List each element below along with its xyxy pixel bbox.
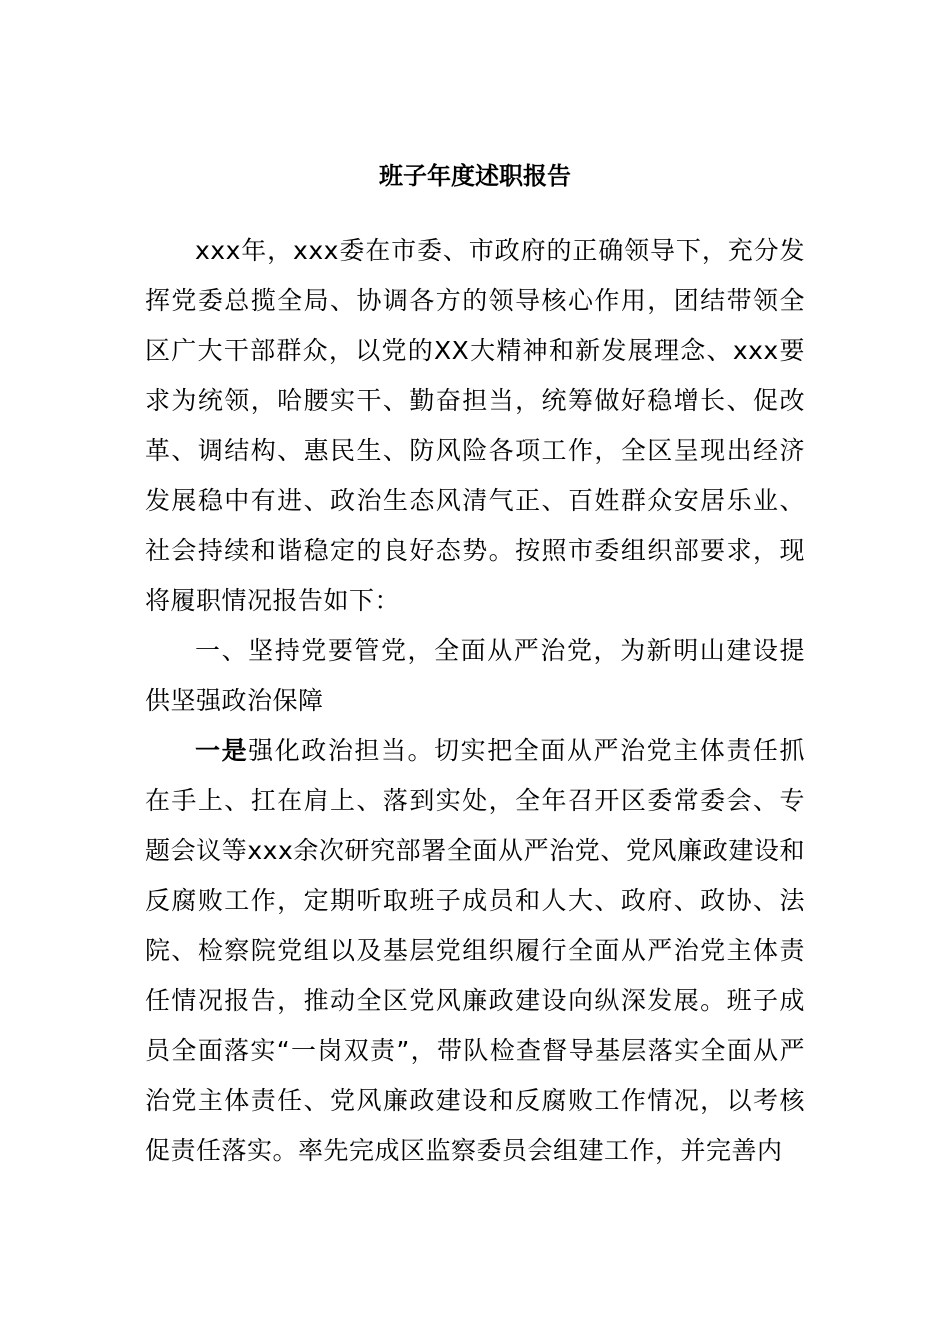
point-1-paragraph — [145, 726, 805, 1176]
point-1-lead: 一是 — [195, 736, 249, 765]
document-body — [145, 226, 805, 1176]
document-title: 班子年度述职报告 — [379, 162, 571, 190]
intro-paragraph: xxx年，xxx委在市委、市政府的正确领导下，充分发挥党委总揽全局、协调各方的领导核心作用，团结带领全区广大干部群众，以党的XX大精神和新发展理念、xxx要求为统领，哈腰实干、勤奋担当，统筹做好稳增长、促改革、调结构、惠民生、防风险各项工作，全区呈现出经济发展稳中有进、政治生态风清气正、百姓群众安居乐业、社会持续和谐稳定的良好态势。按照市委组织部要求，现将履职情况报告如下： — [145, 236, 805, 615]
section-1-heading: 一、坚持党要管党，全面从严治党，为新明山建设提供坚强政治保障 — [145, 636, 805, 715]
point-1-text: 强化政治担当。切实把全面从严治党主体责任抓在手上、扛在肩上、落到实处，全年召开区委常委会、专题会议等xxx余次研究部署全面从严治党、党风廉政建设和反腐败工作，定期听取班子成员和人大、政府、政协、法院、检察院党组以及基层党组织履行全面从严治党主体责任情况报告，推动全区党风廉政建设向纵深发展。班子成员全面落实“一岗双责”，带队检查督导基层落实全面从严治党主体责任、党风廉政建设和反腐败工作情况，以考核促责任落实。率先完成区监察委员会组建工作，并完善内 — [145, 736, 805, 1165]
